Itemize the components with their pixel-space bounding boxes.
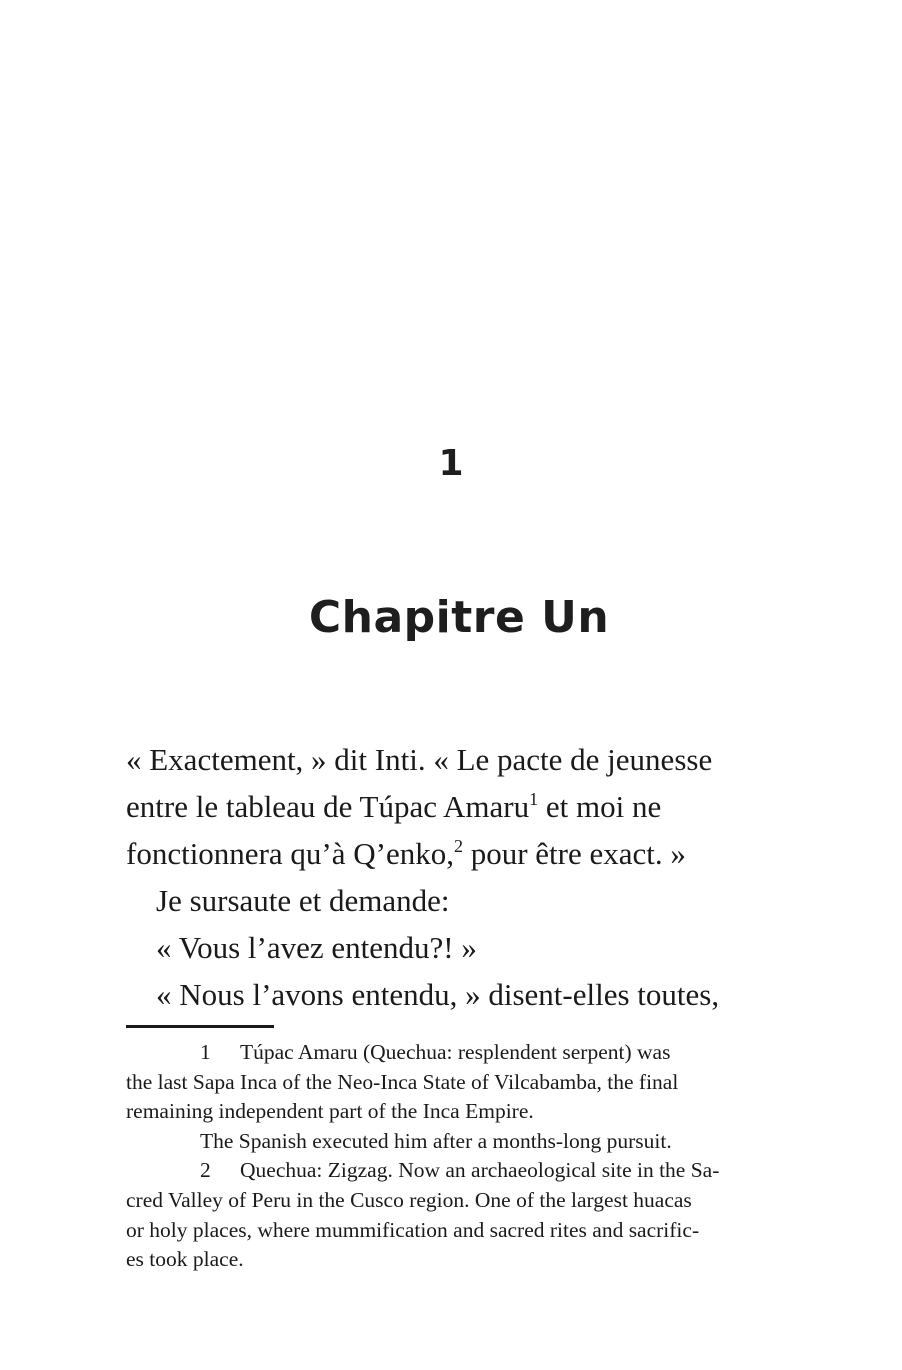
footnotes <box>126 1038 786 1275</box>
footnote-number: 2 <box>200 1158 211 1183</box>
body-line: fonctionnera qu’à Q’enko,$^2$ pour être exact. » <box>126 836 686 871</box>
body-line: entre le tableau de Túpac Amaru$^1$ et moi ne <box>126 789 662 824</box>
footnote-line: remaining independent part of the Inca Empire. <box>126 1099 534 1124</box>
footnote-line: es took place. <box>126 1247 244 1272</box>
footnote-divider <box>126 1025 274 1028</box>
body-text <box>126 736 806 1018</box>
body-line: « Nous l’avons entendu, » disent-elles toutes, <box>156 977 720 1012</box>
footnote-line: The Spanish executed him after a months-long pursuit. <box>200 1128 672 1153</box>
footnote-line: the last Sapa Inca of the Neo-Inca State of Vilcabamba, the final <box>126 1069 679 1094</box>
footnote-2: 2 Quechua: Zigzag. Now an archaeological site in the Sa- <box>126 1156 786 1186</box>
footnote-1: 1 Túpac Amaru (Quechua: resplendent serpent) was <box>126 1038 786 1068</box>
body-line: « Exactement, » dit Inti. « Le pacte de jeunesse <box>126 742 713 777</box>
footnote-line: or holy places, where mummification and sacred rites and sacrific- <box>126 1217 700 1242</box>
body-line: « Vous l’avez entendu?! » <box>156 930 477 965</box>
footnote-ref-1[interactable]: 1 <box>529 789 539 809</box>
body-line: Je sursaute et demande: <box>156 883 450 918</box>
chapter-title: Chapitre Un <box>308 592 610 643</box>
chapter-number: 1 <box>438 443 464 484</box>
footnote-ref-2[interactable]: 2 <box>453 836 463 856</box>
footnote-number: 1 <box>200 1040 211 1064</box>
footnote-line: cred Valley of Peru in the Cusco region. One of the largest huacas <box>126 1187 692 1212</box>
